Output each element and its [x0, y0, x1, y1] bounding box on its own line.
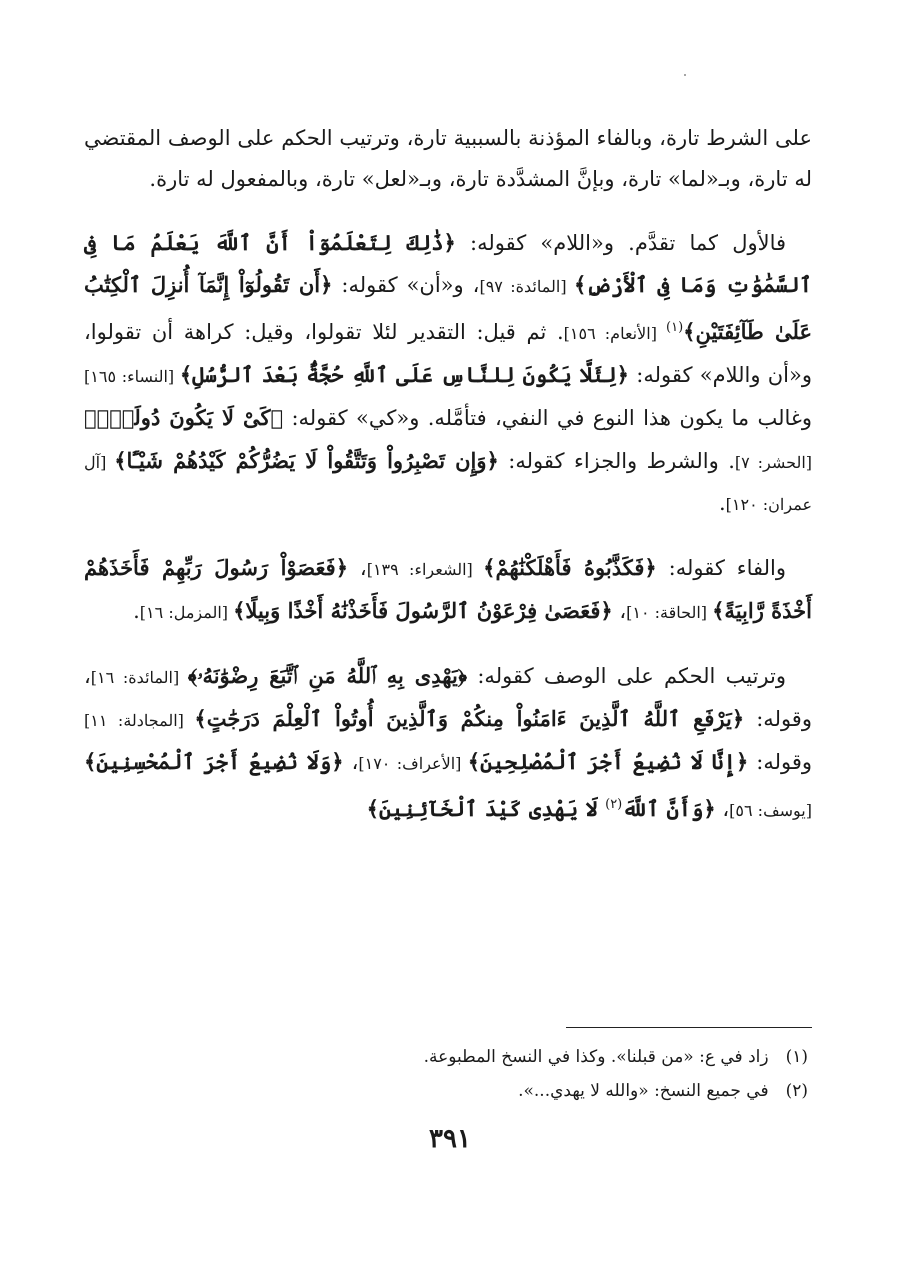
quran-quote: ﴿أَن تَقُولُوٓاْ إِنَّمَآ أُنزِلَ ٱلْكِتَٰبُ عَلَىٰ طَآئِفَتَيْنِ﴾ — [84, 272, 813, 344]
body-text-run: ، — [715, 797, 730, 821]
verse-reference: [الحاقة: ١٠] — [626, 603, 713, 622]
quran-quote: ﴿إِنَّا لَا نُضِيعُ أَجْرَ ٱلْمُصْلِحِينَ﴾ — [467, 749, 749, 774]
body-text-run: ، — [343, 750, 359, 774]
body-text-run: . — [718, 491, 726, 515]
body-text-run: وغالب ما يكون هذا النوع في النفي، فتأمَّله. و«كي» كقوله: — [283, 406, 813, 430]
verse-reference: [الشعراء: ١٣٩] — [366, 560, 484, 579]
quran-quote: ﴿ذَٰلِكَ لِتَعْلَمُوٓاْ أَنَّ ٱللَّهَ يَعْلَمُ مَا فِى ٱلسَّمَٰوَٰتِ وَمَا فِى ٱلْأَرْضِ﴾ — [84, 230, 812, 297]
footnote-text: في جميع النسخ: «والله لا يهدي...». — [518, 1081, 769, 1101]
quran-quote: لَا يَهْدِى كَيْدَ ٱلْخَآئِنِينَ﴾ — [366, 796, 606, 821]
footnote-separator — [566, 1027, 812, 1028]
footnote-marker: (٢) — [605, 797, 623, 812]
quran-quote: ﴿وَإِن تَصْبِرُواْ وَتَتَّقُواْ لَا يَضُرُّكُمْ كَيْدُهُمْ شَيْـًٔا﴾ — [114, 448, 499, 473]
body-text-run: . والشرط والجزاء كقوله: — [498, 449, 735, 473]
page-number: ٣٩١ — [429, 1124, 471, 1154]
paragraph-3 — [84, 547, 812, 633]
quran-quote: ﴿يَهْدِى بِهِ ٱللَّهُ مَنِ ٱتَّبَعَ رِضْوَٰنَهُۥ﴾ — [187, 663, 468, 688]
verse-reference: [النساء: ١٦٥] — [84, 367, 180, 386]
body-text-run: ، و«أن» كقوله: — [332, 273, 480, 297]
footnotes — [88, 1040, 808, 1108]
paragraph-4 — [84, 655, 812, 831]
body-text-run: على الشرط تارة، وبالفاء المؤذنة بالسببية تارة، وترتيب الحكم على الوصف المقتضي له تارة، وبـ«لما» تارة، وبإنَّ المشدَّدة تارة، وبـ«لعل» تارة، وبالمفعول له تارة. — [84, 126, 812, 191]
quran-quote: ﴿لِئَلَّا يَكُونَ لِلنَّاسِ عَلَى ٱللَّهِ حُجَّةٌۢ بَعْدَ ٱلرُّسُلِ﴾ — [179, 362, 629, 387]
footnote-text: زاد في ع: «من قبلنا». وكذا في النسخ المطبوعة. — [423, 1047, 769, 1067]
verse-reference: [المائدة: ٩٧] — [479, 277, 574, 296]
body-text-run: فالأول كما تقدَّم. و«اللام» كقوله: — [455, 231, 787, 255]
footnote-2 — [88, 1074, 808, 1108]
body-text-run: ، — [612, 599, 627, 623]
verse-reference: [الحشر: ٧] — [734, 453, 813, 472]
body-text-run: وترتيب الحكم على الوصف كقوله: — [467, 664, 787, 688]
body-text-run: . — [133, 599, 140, 623]
footnote-number: (٢) — [785, 1081, 808, 1101]
verse-reference: [المجادلة: ١١] — [84, 711, 195, 730]
quran-quote: ﴿فَعَصَوْاْ رَسُولَ رَبِّهِمْ فَأَخَذَهُمْ أَخْذَةً رَّابِيَةً﴾ — [84, 555, 812, 623]
quran-quote: ﴿فَكَذَّبُوهُ فَأَهْلَكْنَٰهُمْ﴾ — [483, 555, 657, 580]
verse-reference: [يوسف: ٥٦] — [729, 801, 812, 820]
footnote-1 — [88, 1040, 808, 1074]
quran-quote: ﴿وَأَنَّ ٱللَّهَ — [622, 796, 716, 821]
verse-reference: [آل عمران: ١٢٠] — [84, 453, 812, 514]
quran-quote: ﴿وَلَا نُضِيعُ أَجْرَ ٱلْمُحْسِنِينَ﴾ — [84, 749, 344, 774]
footnote-marker: (١) — [666, 320, 684, 335]
footnote-number: (١) — [785, 1047, 808, 1067]
main-text — [84, 118, 812, 831]
verse-reference: [المائدة: ١٦] — [90, 668, 188, 687]
body-text-run: ، — [348, 556, 367, 580]
quran-quote: ﴿كَىْ لَا يَكُونَ دُولَةًۢ﴾ — [84, 405, 284, 430]
verse-reference: [الأنعام: ١٥٦] — [563, 324, 667, 343]
quran-quote: ﴿فَعَصَىٰ فِرْعَوْنُ ٱلرَّسُولَ فَأَخَذْنَٰهُ أَخْذًا وَبِيلًا﴾ — [233, 598, 613, 623]
body-text-run: والفاء كقوله: — [656, 556, 787, 580]
paragraph-1 — [84, 118, 812, 200]
scan-speck — [684, 74, 686, 76]
verse-reference: [المزمل: ١٦] — [139, 603, 234, 622]
body-text-run: وقوله: — [748, 750, 813, 774]
quran-quote: ﴿يَرْفَعِ ٱللَّهُ ٱلَّذِينَ ءَامَنُواْ مِنكُمْ وَٱلَّذِينَ أُوتُواْ ٱلْعِلْمَ دَرَجَٰتٍ﴾ — [194, 706, 745, 731]
paragraph-2 — [84, 222, 812, 525]
body-text-run: ، وقوله: — [84, 664, 812, 731]
body-text-run: . ثم قيل: التقدير لئلا تقولوا، وقيل: كراهة أن تقولوا، و«أن واللام» كقوله: — [84, 320, 813, 387]
verse-reference: [الأعراف: ١٧٠] — [358, 754, 468, 773]
